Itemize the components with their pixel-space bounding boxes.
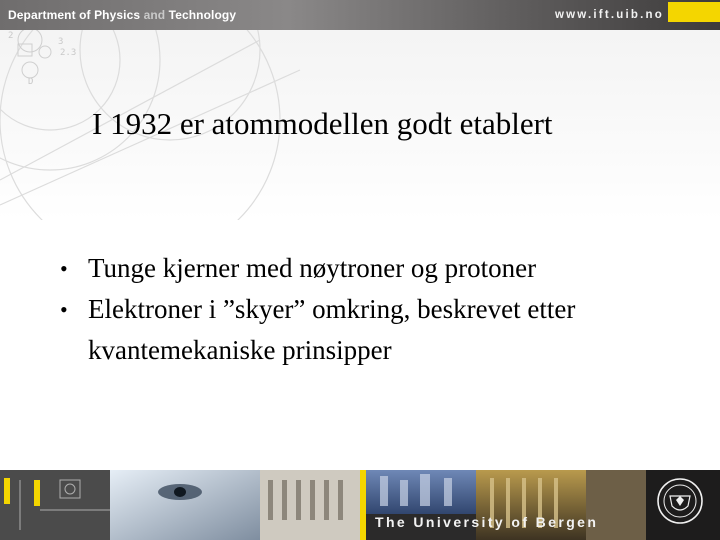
title-decoration <box>0 30 720 220</box>
svg-text:3: 3 <box>58 37 64 47</box>
university-seal-icon <box>656 476 704 526</box>
bullet-list <box>60 248 700 371</box>
bullet-item <box>60 289 700 371</box>
website-label: www.ift.uib.no <box>555 9 664 21</box>
svg-text:2: 2 <box>8 31 14 41</box>
bullet-text: Elektroner i ”skyer” omkring, beskrevet etter kvantemekaniske prinsipper <box>88 294 576 365</box>
bullet-item <box>60 248 700 289</box>
header-banner <box>0 0 720 30</box>
slide-title: I 1932 er atommodellen godt etablert <box>92 106 553 141</box>
bullet-icon: • <box>60 256 68 281</box>
footer-photo-strip <box>0 470 720 540</box>
bullet-icon: • <box>60 297 68 322</box>
svg-text:2.3: 2.3 <box>60 48 77 58</box>
department-label: Department of Physics and Technology <box>8 8 237 22</box>
bullet-text: Tunge kjerner med nøytroner og protoner <box>88 253 537 283</box>
header-accent-block <box>668 2 720 22</box>
svg-text:D: D <box>28 77 34 87</box>
footer-banner <box>0 470 720 540</box>
university-label: The University of Bergen <box>375 514 599 530</box>
